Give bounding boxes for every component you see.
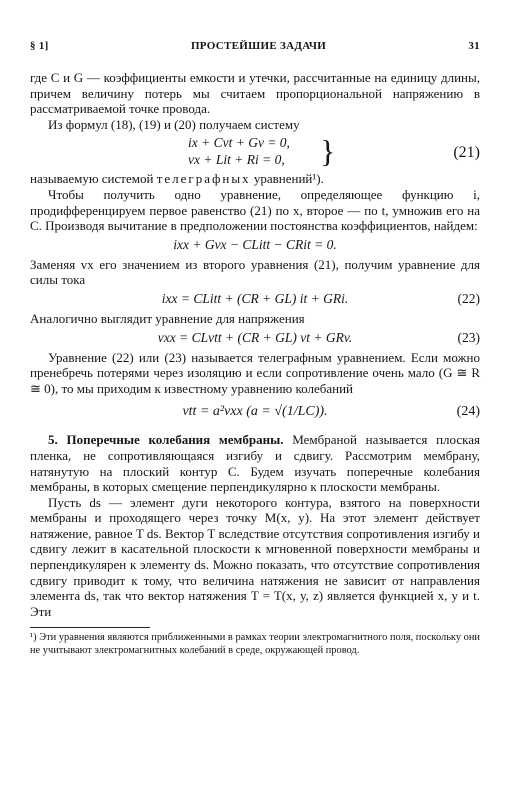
text-part: называемую системой bbox=[30, 171, 157, 187]
running-title: ПРОСТЕЙШИЕ ЗАДАЧИ bbox=[190, 40, 327, 52]
text-part: Мембраной называется плоская пленка, не сопротивляющаяся изгибу и сдвигу. Рассмотрим мембрану, натянутую на плоский контур C. Будем изучать поперечные колебания мембраны, в которых смещение перпендикулярно к плоскости мембраны. bbox=[30, 432, 480, 495]
paragraph-voltage: Аналогично выглядит уравнение для напряжения bbox=[30, 310, 305, 326]
paragraph-coefficients: где C и G — коэффициенты емкости и утечки, рассчитанные на единицу длины, причем величину потерь мы считаем пропорциональной напряжению в рассматриваемой точке провода. bbox=[30, 70, 480, 117]
footnote-rule bbox=[30, 627, 150, 628]
text-part: уравнений¹). bbox=[250, 171, 324, 187]
paragraph-telegraph-name bbox=[30, 171, 480, 187]
equation-text: ixx + Gvx − CLitt − CRit = 0. bbox=[173, 236, 337, 252]
footnote: ¹) Эти уравнения являются приближенными в рамках теории электромагнитного поля, поскольку они не учитывают электромагнитных колебаний в среде, окружающей провод. bbox=[30, 632, 480, 657]
running-header bbox=[30, 40, 480, 52]
spaced-word: телеграфных bbox=[156, 171, 251, 187]
paragraph-membrane bbox=[30, 432, 480, 494]
equation-difference bbox=[30, 237, 480, 253]
system-line-1: ix + Cvt + Gv = 0, bbox=[188, 135, 290, 151]
equation-text: vtt = a²vxx (a = √(1/LC)). bbox=[182, 404, 328, 420]
page-number: 31 bbox=[468, 40, 480, 52]
equation-number-22: (22) bbox=[457, 290, 480, 306]
equation-22 bbox=[30, 291, 480, 307]
section-heading: 5. Поперечные колебания мембраны. bbox=[48, 432, 284, 448]
equation-text: ixx = CLitt + (CR + GL) it + GRi. bbox=[161, 290, 349, 306]
equation-number-21: (21) bbox=[453, 144, 480, 162]
paragraph-telegraph-equation: Уравнение (22) или (23) называется телеграфным уравнением. Если можно пренебречь потерями через изоляцию и если сопротивление очень мало (G ≅ R ≅ 0), то мы приходим к известному уравнению колебаний bbox=[30, 349, 480, 396]
equation-text: vxx = CLvtt + (CR + GL) vt + GRv. bbox=[157, 329, 353, 345]
paragraph-current: Заменяя vx его значением из второго уравнения (21), получим уравнение для силы тока bbox=[30, 256, 480, 288]
equation-number-24: (24) bbox=[456, 404, 480, 420]
equation-system-21 bbox=[30, 135, 480, 169]
paragraph-tension: Пусть ds — элемент дуги некоторого контура, взятого на поверхности мембраны и проходящего через точку M(x, y). На этот элемент действует натяжение, равное T ds. Вектор T вследствие отсутствия сопротивления изгибу и сдвигу лежит в касательной плоскости к мгновенной поверхности мембраны и перпендикулярен к элементу ds. Можно показать, что отсутствие сопротивления сдвигу приводит к тому, что величина натяжения не зависит от направления элемента ds, так что вектор натяжения T = T(x, y, z) является функцией x, y и t. Эти bbox=[30, 494, 480, 619]
equation-24 bbox=[30, 404, 480, 420]
paragraph-derivation: Чтобы получить одно уравнение, определяющее функцию i, продифференцируем первое равенство (21) по x, второе — по t, умножив его на C. Производя вычитание в предположении постоянства коэффициентов, найдем: bbox=[30, 186, 480, 234]
system-line-2: vx + Lit + Ri = 0, bbox=[188, 152, 285, 168]
paragraph-system-intro: Из формул (18), (19) и (20) получаем систему bbox=[48, 116, 300, 132]
section-mark: § 1] bbox=[30, 40, 49, 52]
equation-number-23: (23) bbox=[457, 329, 480, 345]
right-brace: } bbox=[320, 133, 336, 170]
equation-23 bbox=[30, 330, 480, 346]
page bbox=[30, 40, 480, 658]
